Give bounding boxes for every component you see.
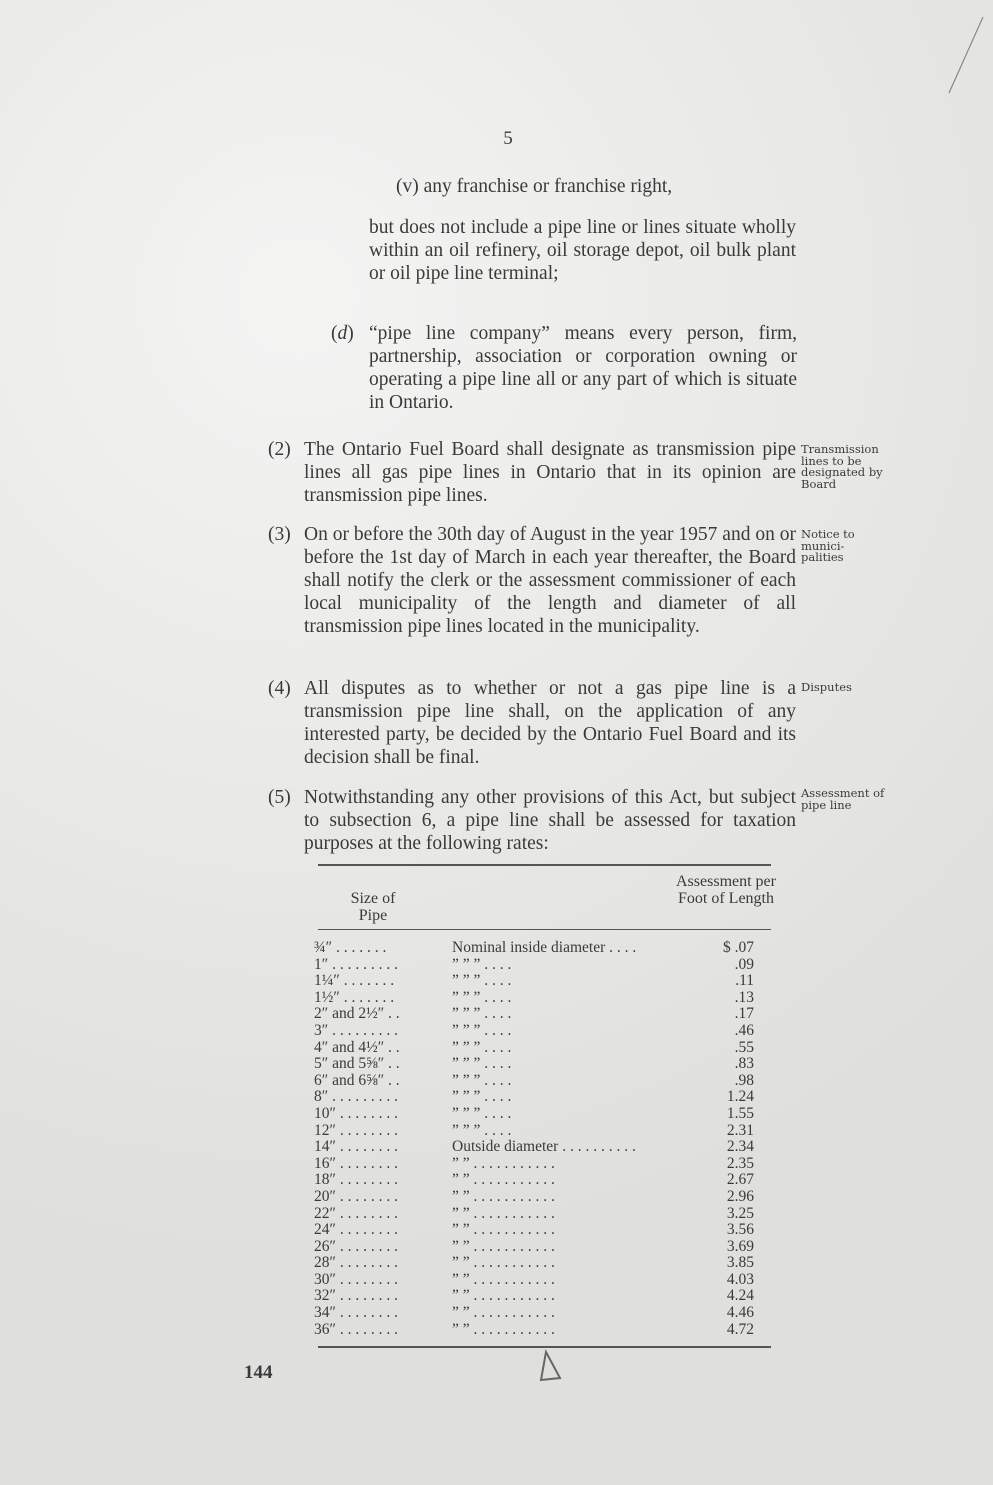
cell-size: 4″ and 4½″ . . — [314, 1038, 400, 1056]
subsection-5 — [268, 786, 796, 856]
cell-size: 6″ and 6⅝″ . . — [314, 1071, 400, 1089]
table-row — [0, 1056, 993, 1073]
table-row — [0, 1089, 993, 1106]
cell-rate: 3.56 — [726, 1221, 754, 1239]
cell-description: ” ” . . . . . . . . . . . — [452, 1171, 555, 1189]
cell-rate: .98 — [734, 1071, 754, 1089]
cell-rate: 4.72 — [726, 1320, 754, 1338]
cell-description: ” ” . . . . . . . . . . . — [452, 1204, 555, 1222]
cell-size: 2″ and 2½″ . . — [314, 1005, 400, 1023]
cell-description: ” ” ” . . . . — [452, 1088, 512, 1106]
cell-description: ” ” . . . . . . . . . . . — [452, 1287, 555, 1305]
cell-size: ¾″ . . . . . . . — [314, 939, 387, 956]
table-row — [0, 1106, 993, 1123]
table-row — [0, 1239, 993, 1256]
subsection-number: (3) — [268, 524, 291, 545]
cell-description: ” ” ” . . . . — [452, 1104, 512, 1122]
cell-rate: 2.31 — [726, 1121, 754, 1139]
cell-rate: 4.46 — [726, 1304, 754, 1322]
cell-rate: $ .07 — [723, 939, 754, 956]
table-row — [0, 973, 993, 990]
subsection-number: (4) — [268, 678, 291, 699]
cell-description: ” ” . . . . . . . . . . . — [452, 1221, 555, 1239]
cell-size: 18″ . . . . . . . . — [314, 1171, 398, 1189]
cell-size: 5″ and 5⅝″ . . — [314, 1055, 400, 1073]
table-row — [0, 1006, 993, 1023]
cell-rate: 4.24 — [726, 1287, 754, 1305]
cell-size: 22″ . . . . . . . . — [314, 1204, 398, 1222]
cell-description: Nominal inside diameter . . . . — [452, 939, 637, 956]
cell-description: ” ” . . . . . . . . . . . — [452, 1187, 555, 1205]
cell-size: 34″ . . . . . . . . — [314, 1304, 398, 1322]
cell-size: 10″ . . . . . . . . — [314, 1104, 398, 1122]
cell-description: ” ” ” . . . . — [452, 1021, 512, 1039]
cell-size: 26″ . . . . . . . . — [314, 1237, 398, 1255]
header-rate: Assessment per Foot of Length — [676, 873, 776, 907]
table-row — [0, 1272, 993, 1289]
cell-description: ” ” ” . . . . — [452, 1121, 512, 1139]
cell-rate: 2.34 — [726, 1138, 754, 1156]
cell-description: ” ” . . . . . . . . . . . — [452, 1270, 555, 1288]
cell-size: 1½″ . . . . . . . — [314, 988, 395, 1006]
table-row — [0, 1255, 993, 1272]
printer-mark-icon — [536, 1348, 566, 1384]
cell-rate: 1.55 — [726, 1104, 754, 1122]
cell-rate: .46 — [734, 1021, 754, 1039]
table-row — [0, 1288, 993, 1305]
cell-rate: .55 — [734, 1038, 754, 1056]
table-row — [0, 1023, 993, 1040]
cell-description: ” ” . . . . . . . . . . . — [452, 1237, 555, 1255]
table-row — [0, 1172, 993, 1189]
side-note-transmission: Transmission lines to be designated by Board — [801, 442, 883, 491]
subsection-number: (5) — [268, 787, 291, 808]
table-row — [0, 1040, 993, 1057]
cell-size: 8″ . . . . . . . . . — [314, 1088, 398, 1106]
table-header-rule — [318, 929, 771, 930]
table-row — [0, 1222, 993, 1239]
subsection-text: On or before the 30th day of August in the year 1957 and on or before the 1st day of March in each year thereafter, the Board shall notify the clerk or the assessment commissioner of each local municipality of the length and diameter of all transmission pipe lines located in the municipality. — [304, 524, 796, 637]
cell-description: ” ” ” . . . . — [452, 1055, 512, 1073]
cell-rate: .13 — [734, 988, 754, 1006]
cell-rate: .09 — [734, 955, 754, 973]
cell-size: 16″ . . . . . . . . — [314, 1154, 398, 1172]
cell-size: 30″ . . . . . . . . — [314, 1270, 398, 1288]
cell-rate: 2.35 — [726, 1154, 754, 1172]
cell-size: 32″ . . . . . . . . — [314, 1287, 398, 1305]
subsection-text: Notwithstanding any other provisions of this Act, but subject to subsection 6, a pipe line shall be assessed for taxation purposes at the following rates: — [304, 787, 796, 854]
cell-size: 3″ . . . . . . . . . — [314, 1021, 398, 1039]
clause-d-text: “pipe line company” means every person, firm, partnership, association or corporation owning or operating a pipe line all or any part of which is situate in Ontario. — [369, 323, 797, 413]
table-row — [0, 990, 993, 1007]
page-number: 5 — [503, 128, 513, 149]
cell-rate: 1.24 — [726, 1088, 754, 1106]
cell-description: ” ” . . . . . . . . . . . — [452, 1254, 555, 1272]
cell-rate: 3.25 — [726, 1204, 754, 1222]
rates-table-body — [0, 940, 993, 1338]
cell-rate: .17 — [734, 1005, 754, 1023]
cell-rate: 3.85 — [726, 1254, 754, 1272]
cell-size: 20″ . . . . . . . . — [314, 1187, 398, 1205]
side-note-notice: Notice to munici-palities — [801, 527, 855, 564]
subsection-text: The Ontario Fuel Board shall designate as transmission pipe lines all gas pipe lines in Ontario that in its opinion are transmission pipe lines. — [304, 439, 796, 506]
cell-description: ” ” ” . . . . — [452, 1005, 512, 1023]
cell-rate: 2.96 — [726, 1187, 754, 1205]
table-row — [0, 957, 993, 974]
cell-description: ” ” ” . . . . — [452, 955, 512, 973]
cell-description: ” ” ” . . . . — [452, 1038, 512, 1056]
table-row — [0, 1322, 993, 1339]
subsection-2 — [268, 438, 796, 508]
cell-size: 14″ . . . . . . . . — [314, 1138, 398, 1156]
cell-size: 12″ . . . . . . . . — [314, 1121, 398, 1139]
cell-size: 1″ . . . . . . . . . — [314, 955, 398, 973]
cell-size: 28″ . . . . . . . . — [314, 1254, 398, 1272]
table-row — [0, 1305, 993, 1322]
folio-number: 144 — [244, 1362, 273, 1383]
clause-d-label: (d) — [331, 323, 354, 344]
side-note-assessment: Assessment of pipe line — [801, 786, 885, 812]
cell-description: ” ” . . . . . . . . . . . — [452, 1320, 555, 1338]
cell-rate: .83 — [734, 1055, 754, 1073]
table-top-rule — [318, 864, 771, 866]
table-row — [0, 1123, 993, 1140]
cell-description: ” ” ” . . . . — [452, 1071, 512, 1089]
item-v: (v) any franchise or franchise right, — [396, 176, 673, 197]
exclusion-text: but does not include a pipe line or lines situate wholly within an oil refinery, oil storage depot, oil bulk plant or oil pipe line terminal; — [369, 217, 796, 284]
cell-rate: .11 — [735, 972, 754, 990]
cell-description: ” ” ” . . . . — [452, 988, 512, 1006]
subsection-number: (2) — [268, 439, 291, 460]
subsection-text: All disputes as to whether or not a gas pipe line is a transmission pipe line shall, on the application of any interested party, be decided by the Ontario Fuel Board and its decision shall be final. — [304, 678, 796, 768]
subsection-4 — [268, 677, 796, 772]
subsection-3 — [268, 523, 796, 663]
cell-rate: 2.67 — [726, 1171, 754, 1189]
side-note-disputes: Disputes — [801, 680, 852, 694]
cell-description: Outside diameter . . . . . . . . . . — [452, 1138, 636, 1156]
cell-rate: 4.03 — [726, 1270, 754, 1288]
cell-size: 24″ . . . . . . . . — [314, 1221, 398, 1239]
cell-size: 36″ . . . . . . . . — [314, 1320, 398, 1338]
cell-description: ” ” . . . . . . . . . . . — [452, 1154, 555, 1172]
table-row — [0, 1139, 993, 1156]
cell-size: 1¼″ . . . . . . . — [314, 972, 395, 990]
cell-description: ” ” ” . . . . — [452, 972, 512, 990]
table-row — [0, 1206, 993, 1223]
table-row — [0, 1073, 993, 1090]
table-row — [0, 1156, 993, 1173]
clause-d-letter: d — [337, 323, 348, 344]
table-row — [0, 1189, 993, 1206]
cell-rate: 3.69 — [726, 1237, 754, 1255]
header-size: Size of Pipe — [350, 890, 396, 924]
pencil-stroke-icon — [945, 15, 985, 95]
cell-description: ” ” . . . . . . . . . . . — [452, 1304, 555, 1322]
table-row — [0, 940, 993, 957]
